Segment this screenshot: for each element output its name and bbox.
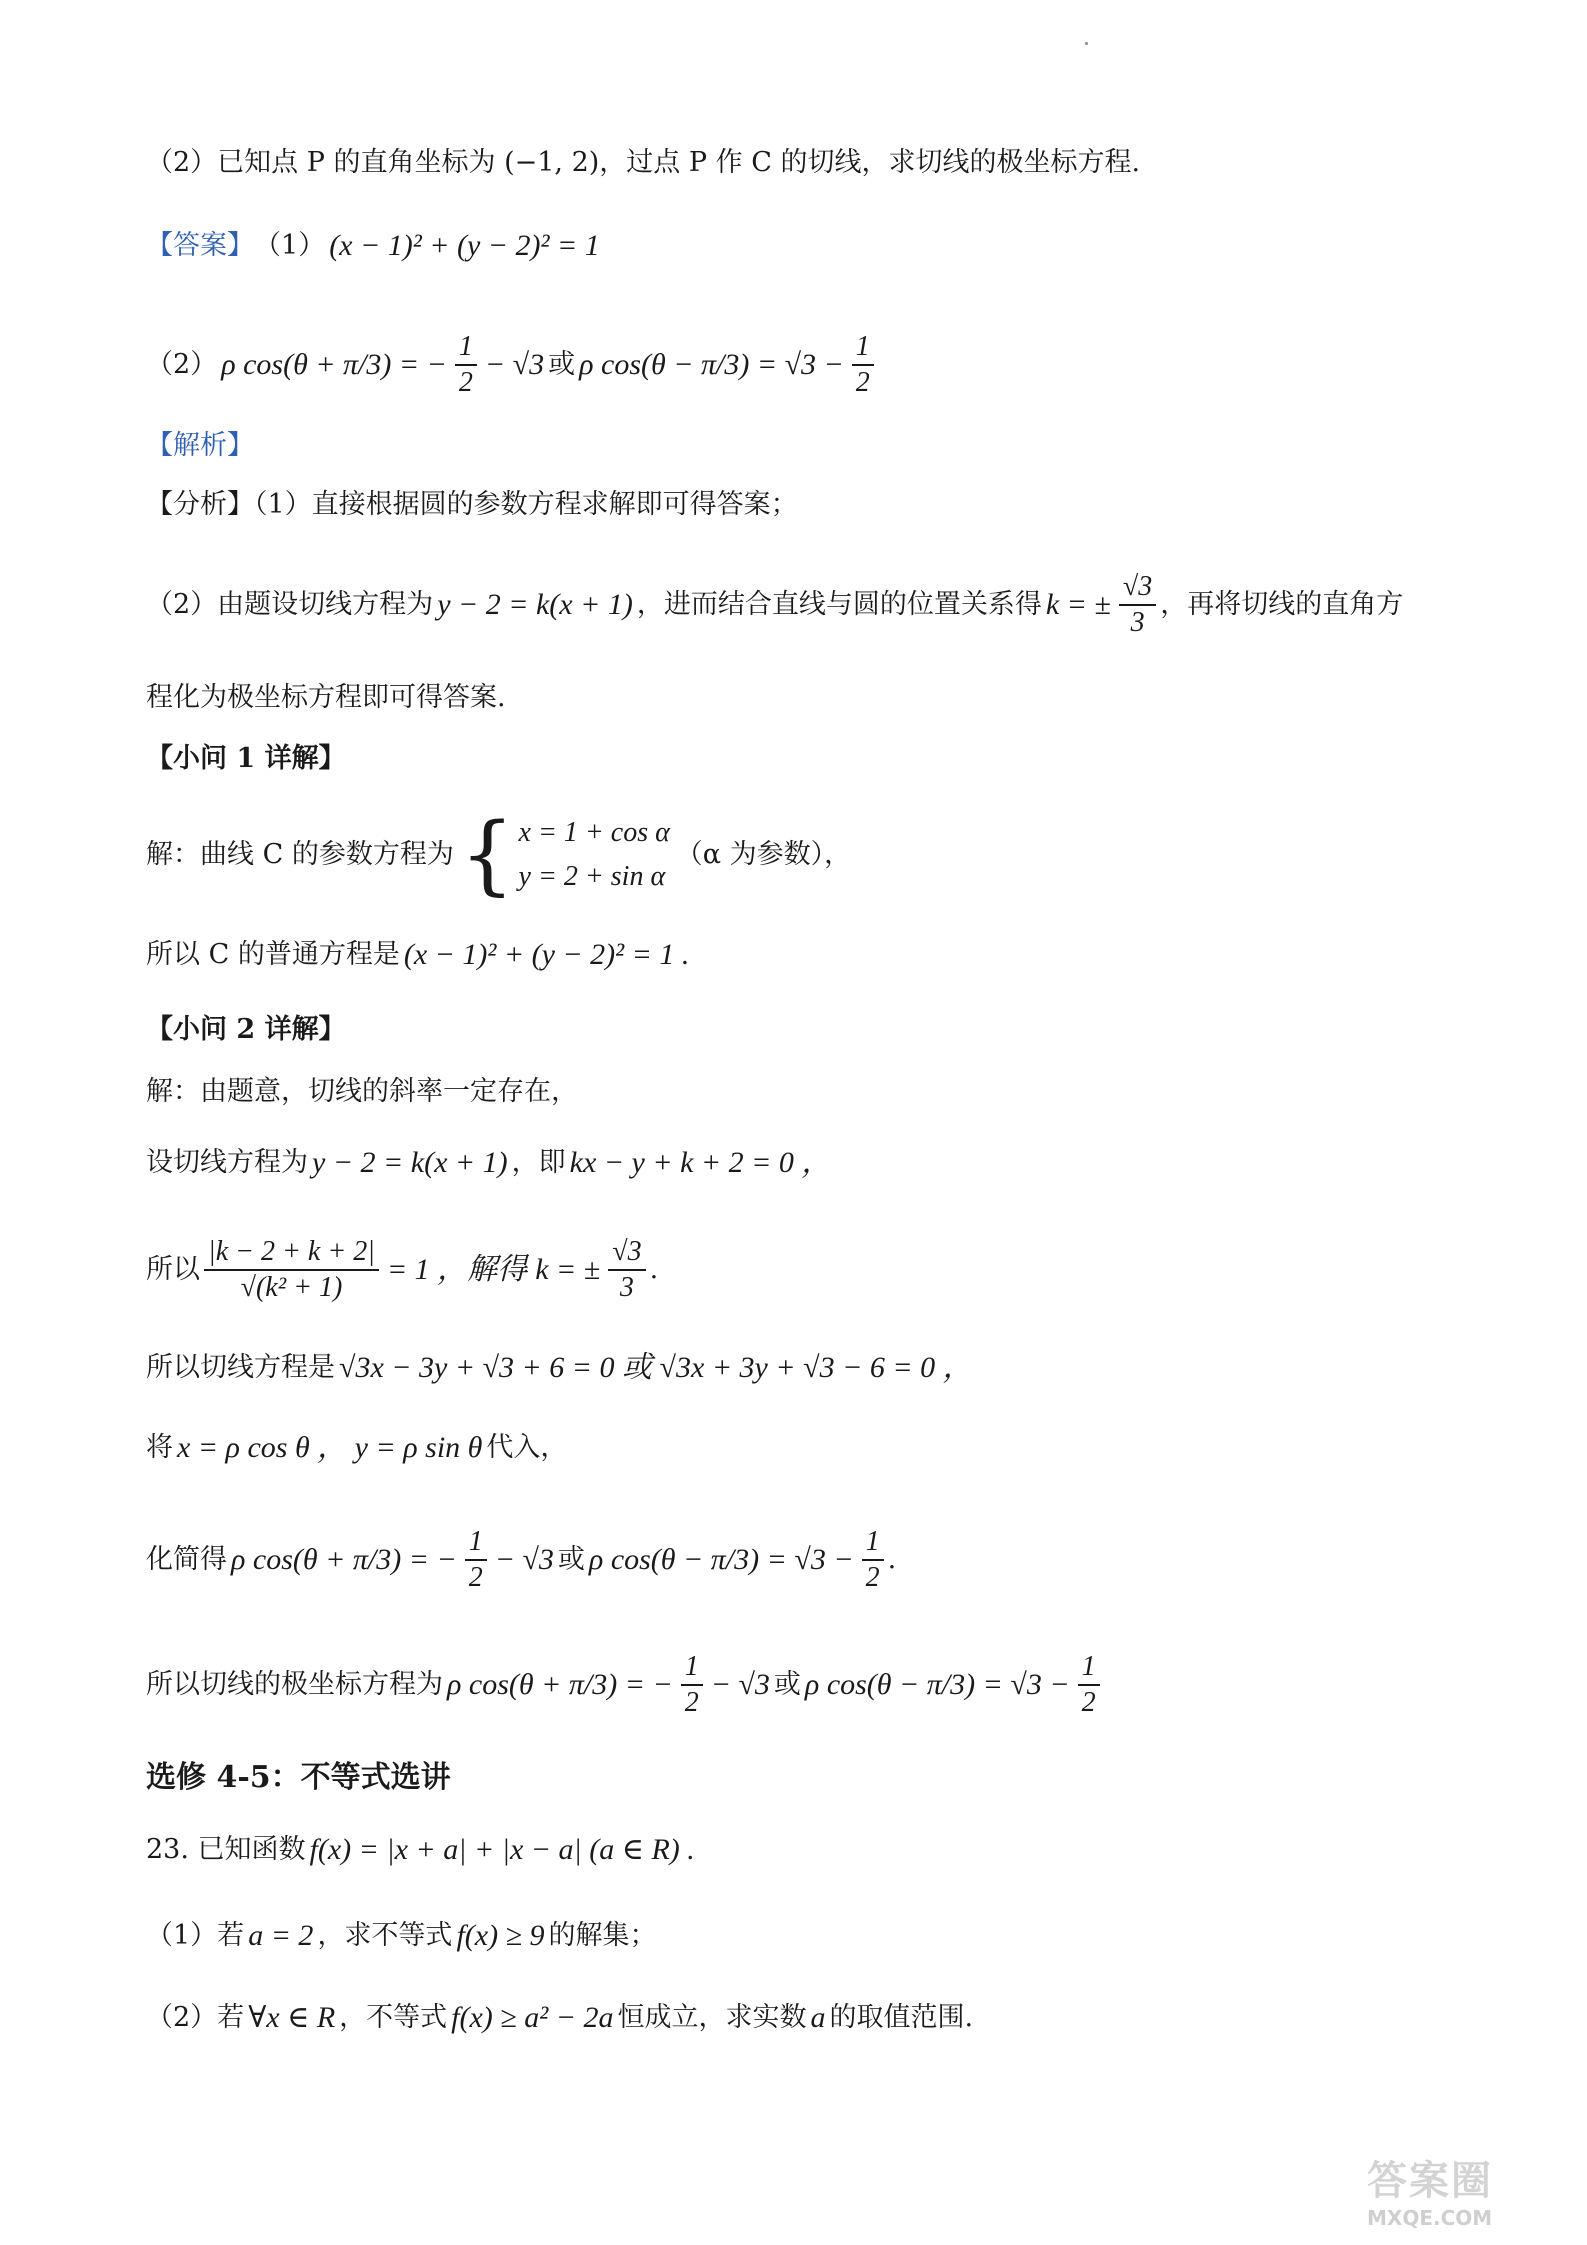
fenxi-line-2: （2）由题设切线方程为 y − 2 = k(x + 1) ，进而结合直线与圆的位置关系得 k = ± $\frac{√3}{3}$ ，再将切线的直角方 (146, 571, 1404, 638)
fraction: $\frac{1}{2}$ (465, 1525, 487, 1595)
fraction: $\frac{1}{2}$ (455, 330, 477, 400)
watermark-logo: 答案圈 (1367, 2158, 1493, 2204)
fraction: $\frac{1}{2}$ (852, 330, 874, 400)
watermark (1367, 2149, 1567, 2230)
fraction: $\frac{|k - 2 + k + 2|}{\text{√(k² + 1)}}$ (204, 1235, 379, 1305)
sub2-line-1: 解：由题意，切线的斜率一定存在， (146, 1076, 578, 1107)
sub2-line-7: 所以切线的极坐标方程为 ρ cos(θ + π/3) = − $\frac{1}{2}$ − √3 或 ρ cos(θ − π/3) = √3 − $\frac{1}{2}$ (146, 1650, 1467, 1720)
q22-part2: （2）已知点 P 的直角坐标为 (−1, 2)，过点 P 作 C 的切线，求切线的极坐标方程. (146, 147, 1141, 178)
sub2-line-2: 设切线方程为 y − 2 = k(x + 1) ，即 kx − y + k + 2 = 0 ， (146, 1146, 832, 1179)
fenxi-line-1: 【分析】（1）直接根据圆的参数方程求解即可得答案； (146, 489, 798, 520)
fraction: $\frac{√3}{3}$ (608, 1235, 645, 1305)
watermark-url: MXQE.COM (1367, 2206, 1493, 2230)
sub1-tag: 【小问 1 详解】 (146, 743, 346, 774)
fraction: $\frac{√3}{3}$ (1119, 570, 1156, 640)
sub2-line-3: 所以 $\frac{|k - 2 + k + 2|}{\text{√(k² + 1)}}$ = 1 ，解得 k = ± $\frac{√3}{3}$ . (146, 1236, 659, 1303)
section-title: 选修 4-5：不等式选讲 (146, 1760, 451, 1795)
sub2-tag: 【小问 2 详解】 (146, 1014, 346, 1045)
analysis-tag: 【解析】 (146, 430, 254, 461)
fraction: $\frac{1}{2}$ (681, 1650, 703, 1720)
q23-part2: （2）若 ∀x ∈ R ，不等式 f(x) ≥ a² − 2a 恒成立，求实数 a 的取值范围. (146, 2001, 974, 2034)
equation-system: { x = 1 + cos α y = 2 + sin α (459, 805, 670, 905)
sub2-line-4: 所以切线方程是 √3x − 3y + √3 + 6 = 0 或 √3x + 3y + √3 − 6 = 0 ， (146, 1351, 973, 1384)
stray-dot (1085, 42, 1088, 45)
fraction: $\frac{1}{2}$ (862, 1525, 884, 1595)
sub2-line-6: 化简得 ρ cos(θ + π/3) = − $\frac{1}{2}$ − √3 或 ρ cos(θ − π/3) = √3 − $\frac{1}{2}$ . (146, 1526, 897, 1593)
answer-line-1: 【答案】 （1） (x − 1)² + (y − 2)² = 1 (146, 226, 1467, 266)
answer1-math: (x − 1)² + (y − 2)² = 1 (329, 229, 600, 262)
answer-tag: 【答案】 (146, 230, 254, 261)
fraction: $\frac{1}{2}$ (1078, 1650, 1100, 1720)
q23-part1: （1）若 a = 2 ，求不等式 f(x) ≥ 9 的解集； (146, 1919, 657, 1952)
sub1-line-1: 解：曲线 C 的参数方程为 { x = 1 + cos α y = 2 + sin α （α 为参数）， (146, 805, 852, 905)
sub2-line-5: 将 x = ρ cos θ ， y = ρ sin θ 代入， (146, 1431, 568, 1464)
fenxi-line-3: 程化为极坐标方程即可得答案. (146, 682, 506, 713)
analysis-tag-line (146, 426, 1467, 466)
left-brace: { (459, 805, 515, 905)
sub1-line-2: 所以 C 的普通方程是 (x − 1)² + (y − 2)² = 1 . (146, 938, 690, 971)
q23-line: 23. 已知函数 f(x) = |x + a| + |x − a| (a ∈ R) . (146, 1833, 695, 1866)
answer-line-2: （2） ρ cos(θ + π/3) = − $\frac{1}{2}$ − √3 或 ρ cos(θ − π/3) = √3 − $\frac{1}{2}$ (146, 330, 1467, 400)
